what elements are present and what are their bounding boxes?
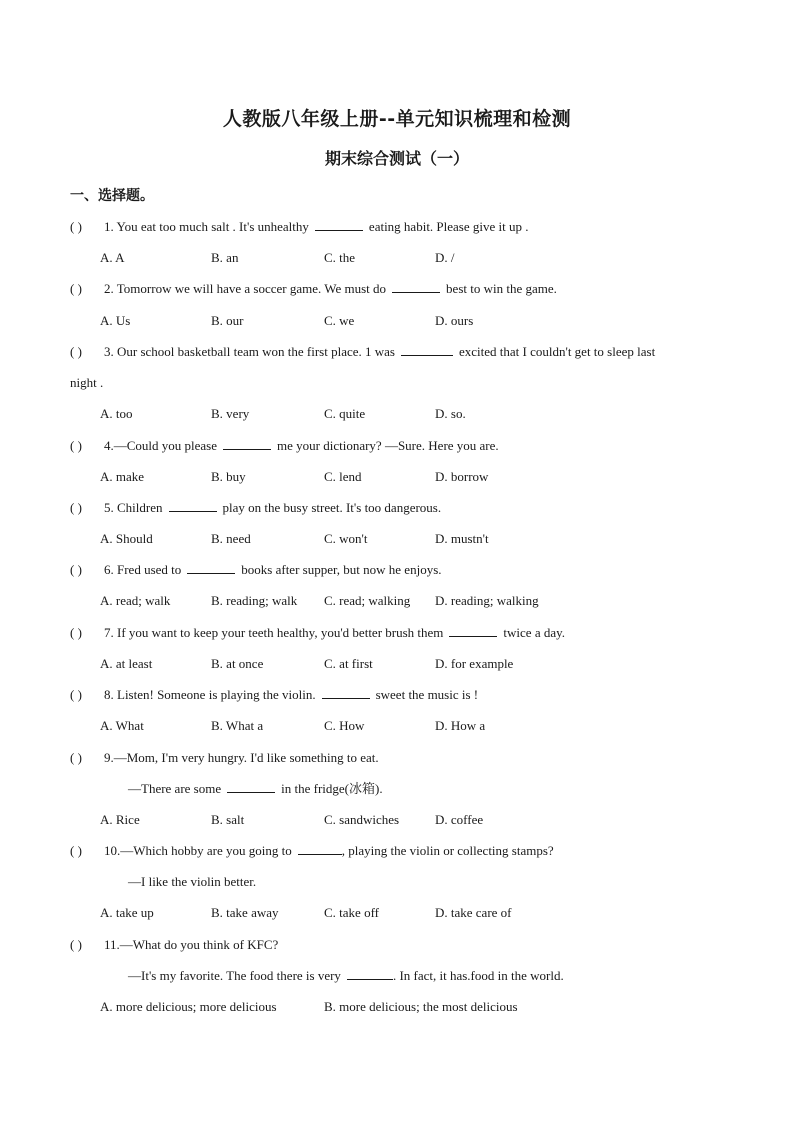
answer-blank	[401, 344, 453, 356]
option-b: B. take away	[211, 905, 279, 920]
question-5	[70, 500, 441, 516]
question-9-reply	[128, 781, 383, 797]
question-3-continued: night .	[70, 375, 104, 390]
reply-text: in the fridge(冰箱).	[281, 781, 383, 796]
answer-paren: ( )	[70, 344, 82, 359]
answer-paren: ( )	[70, 750, 82, 765]
option-a: A. Rice	[100, 812, 140, 827]
option-a: A. A	[100, 250, 125, 265]
option-a: A. What	[100, 718, 144, 733]
question-2	[70, 281, 557, 297]
question-text: 9.—Mom, I'm very hungry. I'd like something to eat.	[104, 750, 379, 765]
option-b: B. very	[211, 406, 250, 421]
option-c: C. take off	[324, 905, 379, 920]
question-text: 3. Our school basketball team won the first place. 1 was	[104, 344, 395, 359]
question-text: 6. Fred used to	[104, 562, 182, 577]
option-c: C. the	[324, 250, 356, 265]
question-text: 10.—Which hobby are you going to	[104, 843, 292, 858]
question-text: 5. Children	[104, 500, 163, 515]
answer-blank	[322, 687, 370, 699]
question-11	[70, 937, 278, 953]
option-a: A. read; walk	[100, 593, 171, 608]
option-b: B. What a	[211, 718, 264, 733]
question-text: play on the busy street. It's too dangerous.	[222, 500, 442, 515]
option-d: D. borrow	[435, 469, 489, 484]
question-6	[70, 562, 442, 578]
option-b: B. at once	[211, 656, 264, 671]
option-c: C. How	[324, 718, 365, 733]
option-b: B. salt	[211, 812, 245, 827]
page-subtitle: 期末综合测试（一）	[324, 149, 469, 168]
question-text: 8. Listen! Someone is playing the violin.	[104, 687, 316, 702]
answer-paren: ( )	[70, 625, 82, 640]
option-d: D. How a	[435, 718, 486, 733]
question-4	[70, 438, 499, 454]
answer-paren: ( )	[70, 937, 82, 952]
option-c: C. won't	[324, 531, 368, 546]
option-c: C. read; walking	[324, 593, 411, 608]
question-3	[70, 344, 655, 360]
question-text: , playing the violin or collecting stamps?	[341, 843, 554, 858]
option-b: B. our	[211, 313, 244, 328]
option-c: C. lend	[324, 469, 362, 484]
answer-paren: ( )	[70, 843, 82, 858]
answer-blank	[347, 968, 393, 980]
question-text: sweet the music is !	[375, 687, 479, 702]
option-b: B. need	[211, 531, 251, 546]
option-d: D. so.	[435, 406, 466, 421]
answer-blank	[298, 843, 342, 855]
question-text: excited that I couldn't get to sleep last	[458, 344, 656, 359]
page-title: 人教版八年级上册--单元知识梳理和检测	[222, 108, 572, 130]
question-text: best to win the game.	[446, 281, 557, 296]
option-d: D. coffee	[435, 812, 484, 827]
question-text: 2. Tomorrow we will have a soccer game. We must do	[104, 281, 387, 296]
answer-blank	[227, 781, 275, 793]
question-10	[70, 843, 554, 859]
option-a: A. more delicious; more delicious	[100, 999, 277, 1014]
option-d: D. take care of	[435, 905, 512, 920]
reply-text: —There are some	[128, 781, 222, 796]
option-c: C. we	[324, 313, 355, 328]
option-a: A. take up	[100, 905, 154, 920]
question-10-reply: —I like the violin better.	[128, 874, 257, 889]
option-d: D. for example	[435, 656, 514, 671]
question-text: eating habit. Please give it up .	[368, 219, 529, 234]
option-b: B. reading; walk	[211, 593, 298, 608]
question-8	[70, 687, 478, 703]
option-a: A. too	[100, 406, 133, 421]
option-c: C. quite	[324, 406, 366, 421]
question-11-reply	[128, 968, 564, 984]
option-d: D. reading; walking	[435, 593, 539, 608]
question-text: twice a day.	[503, 625, 566, 640]
answer-paren: ( )	[70, 562, 82, 577]
option-d: D. ours	[435, 313, 474, 328]
section-heading: 一、选择题。	[70, 188, 154, 204]
answer-blank	[449, 625, 497, 637]
option-d: D. mustn't	[435, 531, 489, 546]
answer-paren: ( )	[70, 219, 82, 234]
option-c: C. at first	[324, 656, 373, 671]
option-d: D. /	[435, 250, 455, 265]
question-1	[70, 219, 529, 235]
answer-blank	[223, 438, 271, 450]
option-b: B. buy	[211, 469, 246, 484]
answer-paren: ( )	[70, 500, 82, 515]
answer-paren: ( )	[70, 438, 82, 453]
option-a: A. Should	[100, 531, 153, 546]
reply-text: —It's my favorite. The food there is very	[128, 968, 341, 983]
option-a: A. Us	[100, 313, 131, 328]
option-c: C. sandwiches	[324, 812, 400, 827]
question-text: books after supper, but now he enjoys.	[241, 562, 442, 577]
reply-text: . In fact, it has.food in the world.	[392, 968, 564, 983]
question-7	[70, 625, 565, 641]
option-b: B. more delicious; the most delicious	[324, 999, 518, 1014]
answer-blank	[392, 281, 440, 293]
question-text: 7. If you want to keep your teeth healthy, you'd better brush them	[104, 625, 444, 640]
option-a: A. at least	[100, 656, 153, 671]
option-a: A. make	[100, 469, 145, 484]
answer-blank	[187, 562, 235, 574]
question-text: 1. You eat too much salt . It's unhealthy	[104, 219, 309, 234]
question-text: 4.—Could you please	[104, 438, 218, 453]
answer-blank	[315, 219, 363, 231]
question-text: 11.—What do you think of KFC?	[104, 937, 279, 952]
option-b: B. an	[211, 250, 239, 265]
answer-paren: ( )	[70, 687, 82, 702]
answer-blank	[169, 500, 217, 512]
question-9	[70, 750, 379, 766]
question-text: me your dictionary? —Sure. Here you are.	[277, 438, 499, 453]
answer-paren: ( )	[70, 281, 82, 296]
